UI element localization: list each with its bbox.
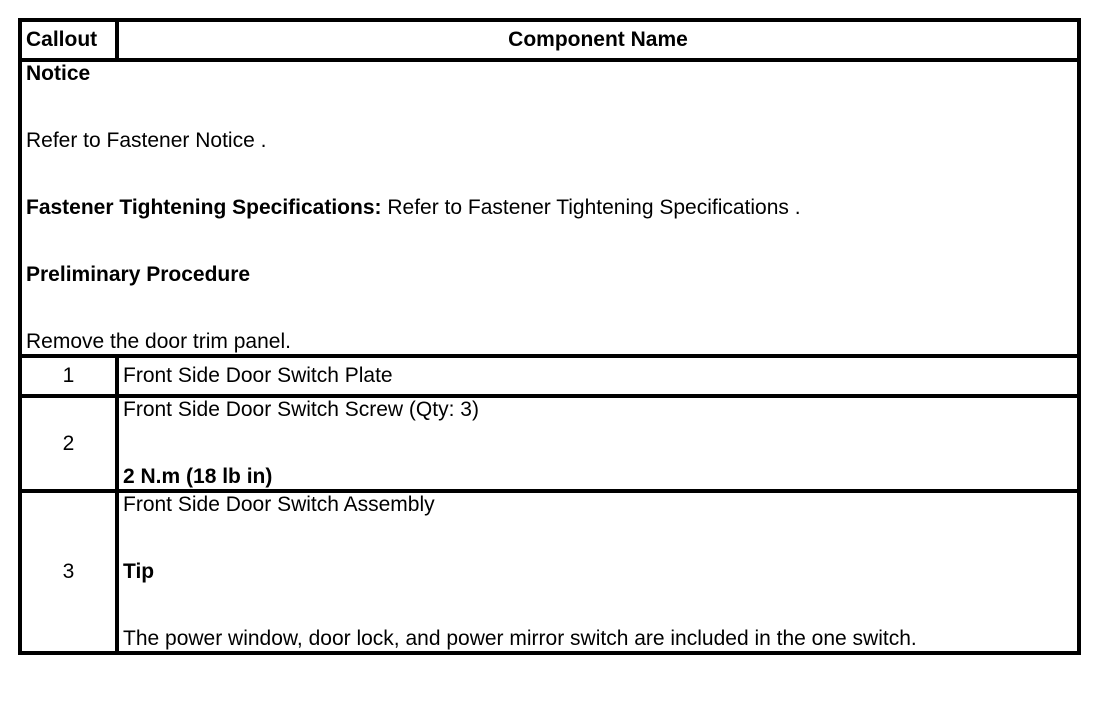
callout-number: 2 — [20, 396, 117, 491]
component-table — [18, 18, 1081, 655]
fastener-spec-reference: Refer to Fastener Tightening Specifications . — [381, 196, 801, 219]
callout-number: 3 — [20, 491, 117, 653]
tip-text: The power window, door lock, and power mirror switch are included in the one switch. — [123, 627, 917, 650]
header-row — [20, 20, 1079, 60]
fastener-notice-reference: Refer to Fastener Notice . — [26, 129, 267, 152]
callout-number: 1 — [20, 356, 117, 396]
fastener-spec-label: Fastener Tightening Specifications: — [26, 196, 382, 219]
component-name: Front Side Door Switch Screw (Qty: 3) — [123, 398, 479, 421]
preliminary-procedure-text: Remove the door trim panel. — [26, 330, 291, 353]
component-name: Front Side Door Switch Plate — [117, 356, 1079, 396]
torque-spec: 2 N.m (18 lb in) — [123, 465, 273, 488]
component-cell — [117, 491, 1079, 653]
fastener-spec-line — [26, 196, 1073, 220]
table-row — [20, 356, 1079, 396]
notice-cell — [20, 60, 1079, 356]
tip-heading: Tip — [123, 560, 155, 583]
callout-column-header: Callout — [20, 20, 117, 60]
component-name-column-header: Component Name — [117, 20, 1079, 60]
table-row — [20, 491, 1079, 653]
notice-heading: Notice — [26, 62, 91, 85]
table-row — [20, 396, 1079, 491]
component-name: Front Side Door Switch Assembly — [123, 493, 435, 516]
notice-row — [20, 60, 1079, 356]
preliminary-procedure-heading: Preliminary Procedure — [26, 263, 251, 286]
component-cell — [117, 396, 1079, 491]
